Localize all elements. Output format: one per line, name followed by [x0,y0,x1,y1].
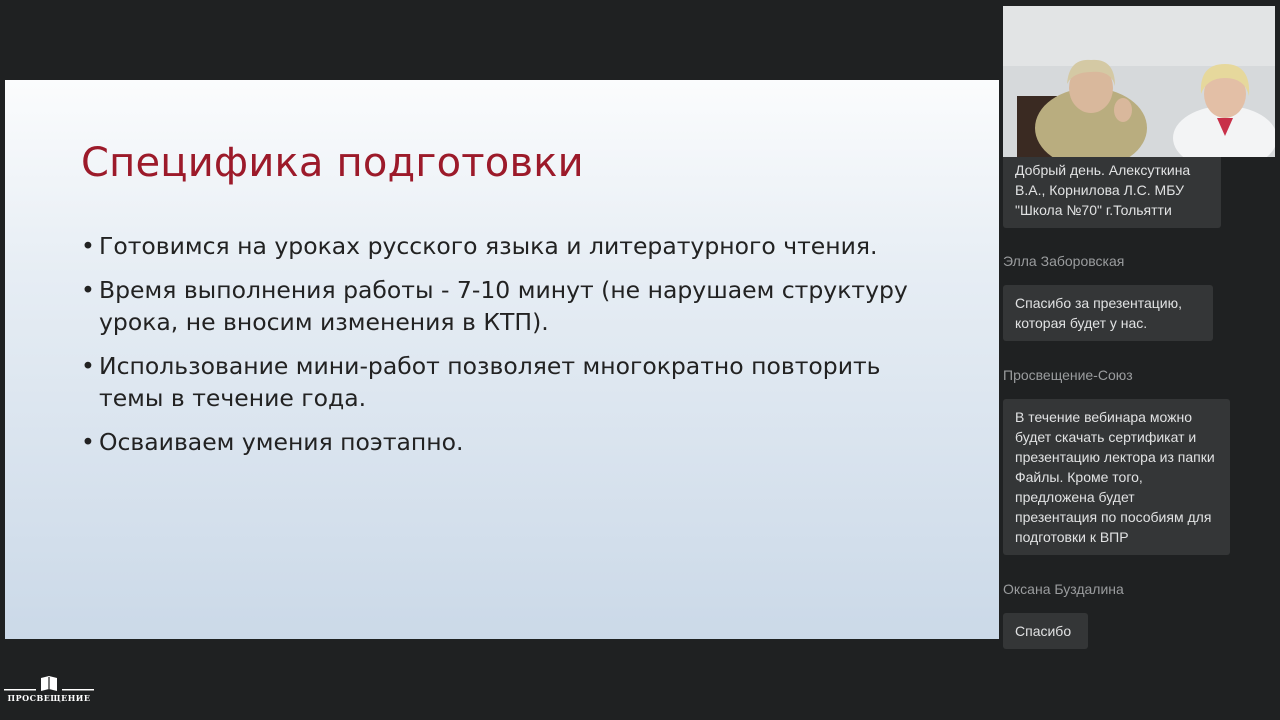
slide-bullet: • Готовимся на уроках русского языка и литературного чтения. [81,230,911,262]
chat-message: Добрый день. Алексуткина В.А., Корнилова Л.С. МБУ "Школа №70" г.Тольятти [1003,152,1221,228]
slide-title: Специфика подготовки [81,140,584,186]
slide-bullet: • Время выполнения работы - 7-10 минут (не нарушаем структуру урока, не вносим изменения в КТП). [81,274,911,338]
chat-message: Спасибо за презентацию, которая будет у нас. [1003,285,1213,341]
slide-bullet: • Использование мини-работ позволяет многократно повторить темы в течение года. [81,350,911,414]
prosveshchenie-logo [4,676,94,706]
speaker-video-frame [1003,6,1275,157]
chat-author: Просвещение-Союз [1003,367,1133,383]
slide-bullet-list [81,230,911,470]
slide-bullet: • Осваиваем умения поэтапно. [81,426,911,458]
presentation-slide [5,80,999,639]
chat-author: Оксана Буздалина [1003,581,1124,597]
speaker-video[interactable] [1003,6,1275,157]
chat-message: В течение вебинара можно будет скачать сертификат и презентацию лектора из папки Файлы. Кроме того, предложена будет презентация по пособиям для подготовки к ВПР [1003,399,1230,555]
chat-author: Элла Заборовская [1003,253,1125,269]
chat-message: Спасибо [1003,613,1088,649]
logo-text: ПРОСВЕЩЕНИЕ [7,693,91,703]
book-logo-icon [4,676,94,692]
